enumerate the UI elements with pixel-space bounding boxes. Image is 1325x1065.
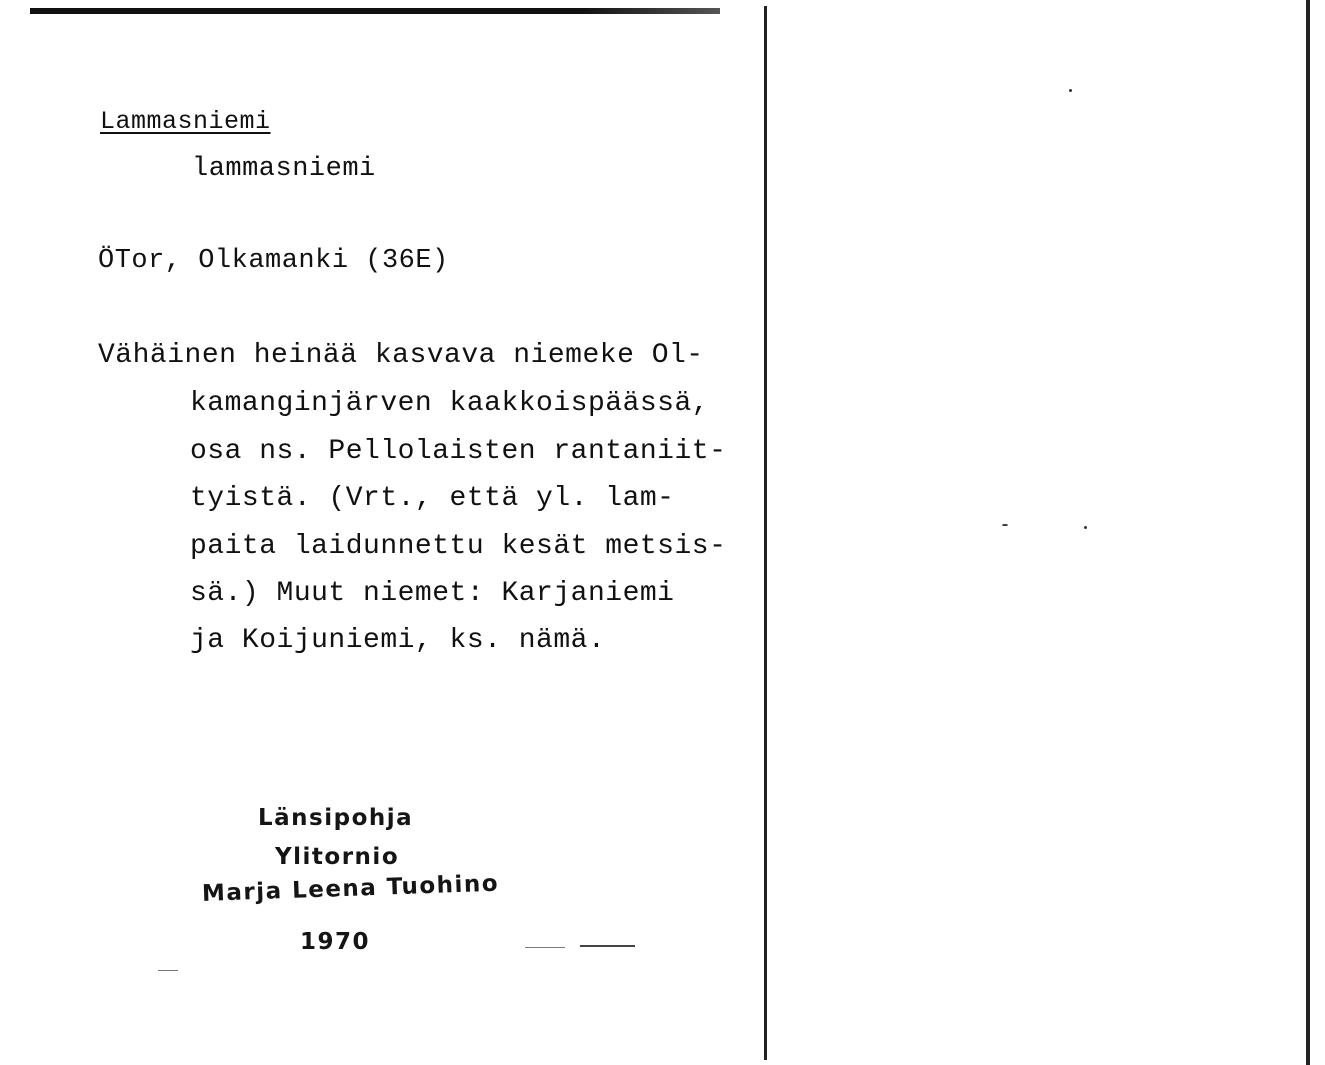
description-line: paita laidunnettu kesät metsis- bbox=[190, 531, 727, 562]
description-line: kamanginjärven kaakkoispäässä, bbox=[190, 388, 710, 419]
stamp-year: 1970 bbox=[300, 929, 371, 955]
description-line: Vähäinen heinää kasvava niemeke Ol- bbox=[98, 340, 704, 371]
description-line: sä.) Muut niemet: Karjaniemi bbox=[190, 578, 675, 609]
entry-heading-normalized: lammasniemi bbox=[192, 154, 376, 184]
description-line: osa ns. Pellolaisten rantaniit- bbox=[190, 436, 727, 467]
scan-speck bbox=[1069, 89, 1072, 92]
stamp-region: Länsipohja bbox=[258, 805, 414, 831]
scan-dash bbox=[580, 945, 635, 947]
stamp-parish: Ylitornio bbox=[275, 844, 400, 870]
right-edge-line bbox=[1306, 0, 1310, 1065]
center-divider-line bbox=[764, 6, 767, 1060]
description-line: tyistä. (Vrt., että yl. lam- bbox=[190, 483, 675, 514]
entry-heading: Lammasniemi bbox=[100, 107, 271, 136]
top-rule bbox=[30, 8, 720, 14]
description-line: ja Koijuniemi, ks. nämä. bbox=[190, 625, 606, 656]
scan-dash bbox=[158, 970, 178, 971]
scan-speck bbox=[1002, 524, 1008, 526]
stamp-collector: Marja Leena Tuohino bbox=[201, 870, 500, 907]
entry-location: ÖTor, Olkamanki (36E) bbox=[98, 246, 449, 276]
scan-speck bbox=[1084, 526, 1087, 529]
scan-dash bbox=[525, 947, 565, 948]
